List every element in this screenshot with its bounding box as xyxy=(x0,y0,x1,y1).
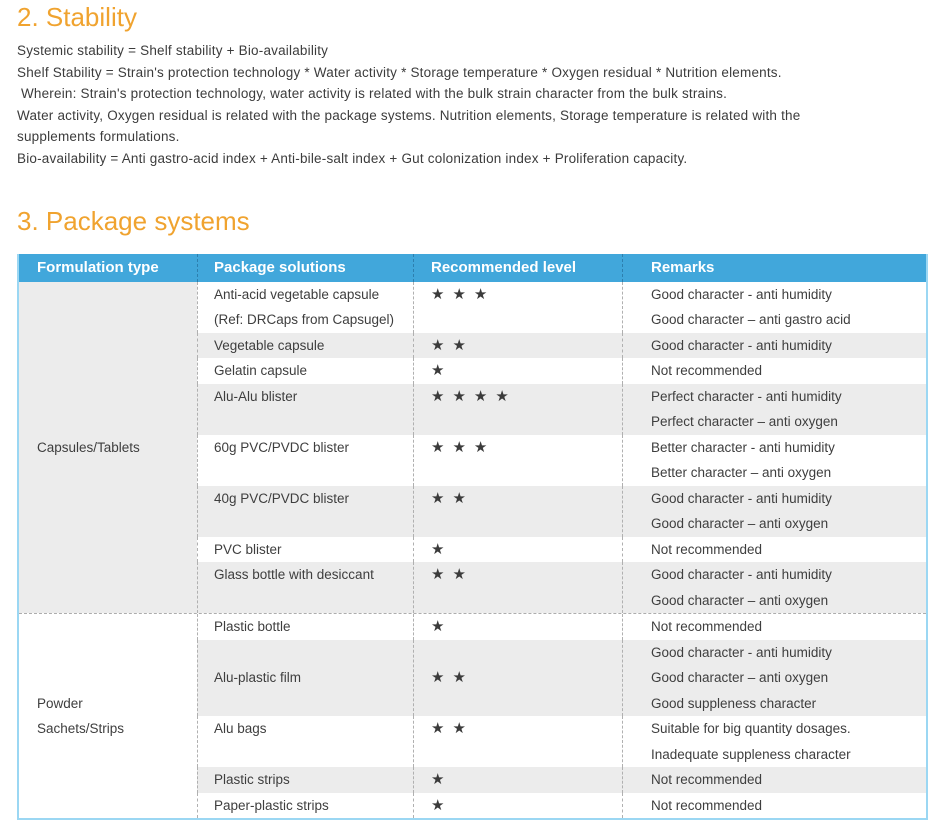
package-solution-cell xyxy=(197,614,413,640)
package-solution-cell xyxy=(197,562,413,613)
recommended-level-cell xyxy=(413,640,622,717)
star-rating: ★★ xyxy=(431,720,474,738)
package-solution-label: Alu-plastic film xyxy=(214,670,302,686)
stability-heading: 2. Stability xyxy=(17,2,137,32)
formulation-type-cell xyxy=(19,282,197,614)
recommended-level-cell xyxy=(413,384,622,435)
remarks-cell xyxy=(622,282,926,333)
remarks-cell xyxy=(622,767,926,793)
recommended-level-cell xyxy=(413,282,622,333)
remark-line: Good character – anti gastro acid xyxy=(651,312,851,328)
table-row xyxy=(197,282,926,333)
remark-line: Not recommended xyxy=(651,772,763,788)
table-row xyxy=(197,640,926,717)
package-solution-label: Anti-acid vegetable capsule xyxy=(214,286,380,302)
package-solution-label: Gelatin capsule xyxy=(214,363,308,379)
remarks-cell xyxy=(622,435,926,486)
formulation-type-label: Powder xyxy=(37,695,83,711)
recommended-level-cell xyxy=(413,614,622,640)
formulation-type-label: Capsules/Tablets xyxy=(37,439,140,455)
package-solution-cell xyxy=(197,767,413,793)
star-rating: ★★★★ xyxy=(431,387,517,405)
stability-text-line: Systemic stability = Shelf stability + Bio-availability xyxy=(17,43,329,58)
remark-line: Good character - anti humidity xyxy=(651,286,832,302)
remark-line: Perfect character - anti humidity xyxy=(651,388,842,404)
package-solution-cell xyxy=(197,537,413,563)
remark-line: Good character - anti humidity xyxy=(651,644,832,660)
stability-text-line: Water activity, Oxygen residual is related with the package systems. Nutrition elements, Storage temperature is related with the xyxy=(17,107,801,123)
star-rating: ★★ xyxy=(431,489,474,507)
header-formulation-type: Formulation type xyxy=(37,259,159,277)
remark-line: Good character – anti oxygen xyxy=(651,592,829,608)
header-recommended-level: Recommended level xyxy=(413,254,622,282)
package-solution-label: Alu-Alu blister xyxy=(214,388,298,404)
star-rating: ★ xyxy=(431,771,453,789)
recommended-level-cell xyxy=(413,793,622,819)
table-row xyxy=(197,562,926,613)
recommended-level-cell xyxy=(413,767,622,793)
star-rating: ★ xyxy=(431,540,453,558)
table-group-powder-sachets-strips xyxy=(19,613,926,818)
package-solution-label: Paper-plastic strips xyxy=(214,797,329,813)
package-solution-label: 40g PVC/PVDC blister xyxy=(214,490,350,506)
stability-text-line: Wherein: Strain's protection technology, water activity is related with the bulk strain character from the bulk strains. xyxy=(17,86,728,102)
remarks-cell xyxy=(622,333,926,359)
table-row xyxy=(197,486,926,537)
table-row xyxy=(197,358,926,384)
table-row xyxy=(197,614,926,640)
star-rating: ★ xyxy=(431,618,453,636)
table-row xyxy=(197,384,926,435)
remarks-cell xyxy=(622,793,926,819)
stability-text-line: supplements formulations. xyxy=(17,129,180,145)
recommended-level-cell xyxy=(413,562,622,613)
header-remarks: Remarks xyxy=(622,254,926,282)
remarks-cell xyxy=(622,562,926,613)
stability-text-line: Shelf Stability = Strain's protection technology * Water activity * Storage temperature * Oxygen residual * Nutrition elements. xyxy=(17,64,782,80)
recommended-level-cell xyxy=(413,435,622,486)
remark-line: Suitable for big quantity dosages. xyxy=(651,721,851,737)
package-solution-cell xyxy=(197,486,413,537)
remarks-cell xyxy=(622,358,926,384)
remark-line: Good suppleness character xyxy=(651,695,817,711)
remarks-cell xyxy=(622,384,926,435)
package-solution-cell xyxy=(197,282,413,333)
table-row xyxy=(197,767,926,793)
remark-line: Not recommended xyxy=(651,797,763,813)
remark-line: Good character – anti oxygen xyxy=(651,516,829,532)
group-rows xyxy=(197,614,926,818)
package-solution-cell xyxy=(197,384,413,435)
remark-line: Perfect character – anti oxygen xyxy=(651,414,838,430)
remark-line: Good character – anti oxygen xyxy=(651,670,829,686)
recommended-level-cell xyxy=(413,358,622,384)
recommended-level-cell xyxy=(413,333,622,359)
star-rating: ★ xyxy=(431,362,453,380)
package-solution-cell xyxy=(197,640,413,717)
remarks-cell xyxy=(622,640,926,717)
formulation-type-label: Sachets/Strips xyxy=(37,721,125,737)
star-rating: ★★★ xyxy=(431,285,496,303)
package-systems-heading: 3. Package systems xyxy=(17,205,250,236)
table-row xyxy=(197,716,926,767)
star-rating: ★★ xyxy=(431,566,474,584)
remarks-cell xyxy=(622,486,926,537)
recommended-level-cell xyxy=(413,486,622,537)
package-solution-cell xyxy=(197,358,413,384)
star-rating: ★★★ xyxy=(431,438,496,456)
remark-line: Good character - anti humidity xyxy=(651,337,832,353)
package-solution-label: Plastic bottle xyxy=(214,619,291,635)
package-systems-table xyxy=(17,254,928,821)
remark-line: Good character - anti humidity xyxy=(651,567,832,583)
package-solution-cell xyxy=(197,793,413,819)
remark-line: Better character - anti humidity xyxy=(651,439,835,455)
table-row xyxy=(197,793,926,819)
stability-text-line: Bio-availability = Anti gastro-acid index + Anti-bile-salt index + Gut colonization index + Proliferation capacity. xyxy=(17,150,688,166)
remark-line: Inadequate suppleness character xyxy=(651,746,851,762)
package-solution-cell xyxy=(197,435,413,486)
package-solution-label: (Ref: DRCaps from Capsugel) xyxy=(214,312,395,328)
star-rating: ★★ xyxy=(431,669,474,687)
package-solution-label: Plastic strips xyxy=(214,772,290,788)
package-solution-label: Glass bottle with desiccant xyxy=(214,567,374,583)
package-solution-label: Vegetable capsule xyxy=(214,337,325,353)
header-package-solutions: Package solutions xyxy=(197,254,413,282)
package-solution-cell xyxy=(197,716,413,767)
package-solution-label: PVC blister xyxy=(214,541,282,557)
table-row xyxy=(197,537,926,563)
package-solution-label: 60g PVC/PVDC blister xyxy=(214,439,350,455)
formulation-type-cell xyxy=(19,614,197,818)
remark-line: Not recommended xyxy=(651,541,763,557)
remark-line: Better character – anti oxygen xyxy=(651,465,832,481)
remark-line: Good character - anti humidity xyxy=(651,490,832,506)
table-row xyxy=(197,333,926,359)
remarks-cell xyxy=(622,537,926,563)
remark-line: Not recommended xyxy=(651,363,763,379)
remarks-cell xyxy=(622,614,926,640)
star-rating: ★★ xyxy=(431,336,474,354)
table-row xyxy=(197,435,926,486)
remarks-cell xyxy=(622,716,926,767)
package-solution-cell xyxy=(197,333,413,359)
table-group-capsules-tablets xyxy=(19,282,926,614)
star-rating: ★ xyxy=(431,796,453,814)
remark-line: Not recommended xyxy=(651,619,763,635)
table-header-row xyxy=(19,254,926,282)
group-rows xyxy=(197,282,926,614)
recommended-level-cell xyxy=(413,716,622,767)
stability-paragraphs xyxy=(17,40,913,170)
recommended-level-cell xyxy=(413,537,622,563)
package-solution-label: Alu bags xyxy=(214,721,267,737)
